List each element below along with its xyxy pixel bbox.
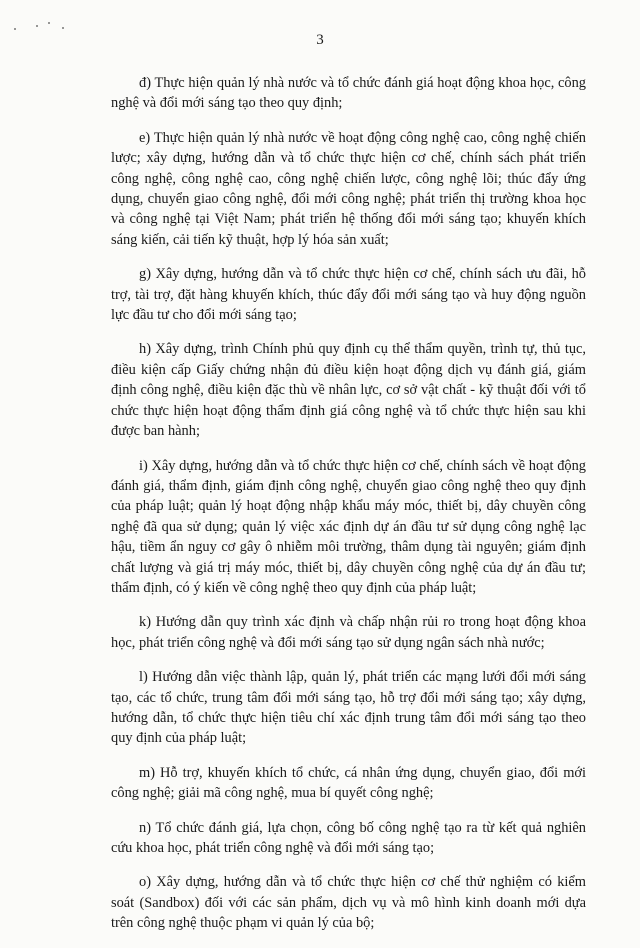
paragraph-h: h) Xây dựng, trình Chính phủ quy định cụ thể thẩm quyền, trình tự, thủ tục, điều kiện cấp Giấy chứng nhận đủ điều kiện hoạt động dịch vụ đánh giá, giám định công nghệ, điều kiện đặc thù về nhân lực, cơ sở vật chất - kỹ thuật đối với tổ chức thực hiện hoạt động thẩm định giá công nghệ và tổ chức thực hiện sau khi được ban hành;: [111, 341, 586, 440]
paragraph-d: đ) Thực hiện quản lý nhà nước và tổ chức đánh giá hoạt động khoa học, công nghệ và đổi mới sáng tạo theo quy định;: [111, 75, 586, 112]
page-number: 3: [316, 32, 324, 48]
paragraph-l: l) Hướng dẫn việc thành lập, quản lý, phát triển các mạng lưới đổi mới sáng tạo, các tổ chức, trung tâm đổi mới sáng tạo, hỗ trợ đổi mới sáng tạo; xây dựng, hướng dẫn, tổ chức thực hiện tiêu chí xác định trung tâm đổi mới sáng tạo theo quy định của pháp luật;: [111, 669, 586, 747]
scan-speck: [36, 25, 38, 27]
paragraph-e: e) Thực hiện quản lý nhà nước về hoạt động công nghệ cao, công nghệ chiến lược; xây dựng, hướng dẫn và tổ chức thực hiện cơ chế, chính sách phát triển công nghệ, công nghệ cao, công nghệ chiến lược, công nghệ lõi; thúc đẩy ứng dụng, chuyển giao công nghệ, đổi mới công nghệ; phát triển thị trường khoa học và công nghệ tại Việt Nam; phát triển hệ thống đổi mới sáng tạo; khuyến khích sáng kiến, cải tiến kỹ thuật, hợp lý hóa sản xuất;: [111, 129, 586, 248]
document-body: [111, 73, 586, 948]
paragraph-o: o) Xây dựng, hướng dẫn và tổ chức thực hiện cơ chế thử nghiệm có kiểm soát (Sandbox) đối với các sản phẩm, dịch vụ và mô hình kinh doanh mới dựa trên công nghệ thuộc phạm vi quản lý của bộ;: [111, 874, 586, 932]
paragraph-i: i) Xây dựng, hướng dẫn và tổ chức thực hiện cơ chế, chính sách về hoạt động đánh giá, thẩm định, giám định công nghệ, chuyển giao công nghệ theo quy định của pháp luật; quản lý hoạt động nhập khẩu máy móc, thiết bị, dây chuyền công nghệ đã qua sử dụng; quản lý việc xác định dự án đầu tư sử dụng công nghệ lạc hậu, tiềm ẩn nguy cơ gây ô nhiễm môi trường, thâm dụng tài nguyên; giám định chất lượng và giá trị máy móc, thiết bị, dây chuyền công nghệ của dự án đầu tư; thẩm định, có ý kiến về công nghệ theo quy định của pháp luật;: [111, 457, 586, 596]
paragraph-n: n) Tổ chức đánh giá, lựa chọn, công bố công nghệ tạo ra từ kết quả nghiên cứu khoa học, phát triển công nghệ và đổi mới sáng tạo;: [111, 819, 586, 856]
scan-speck: [62, 27, 64, 29]
paragraph-k: k) Hướng dẫn quy trình xác định và chấp nhận rủi ro trong hoạt động khoa học, phát triển công nghệ và đổi mới sáng tạo sử dụng ngân sách nhà nước;: [111, 614, 586, 651]
paragraph-m: m) Hỗ trợ, khuyến khích tổ chức, cá nhân ứng dụng, chuyển giao, đổi mới công nghệ; giải mã công nghệ, mua bí quyết công nghệ;: [111, 764, 586, 802]
scan-speck: [48, 22, 50, 24]
scan-speck: [14, 28, 16, 30]
paragraph-g: g) Xây dựng, hướng dẫn và tổ chức thực hiện cơ chế, chính sách ưu đãi, hỗ trợ, tài trợ, đặt hàng khuyến khích, thúc đẩy đổi mới sáng tạo và huy động nguồn lực đầu tư cho đổi mới sáng tạo;: [111, 266, 586, 324]
